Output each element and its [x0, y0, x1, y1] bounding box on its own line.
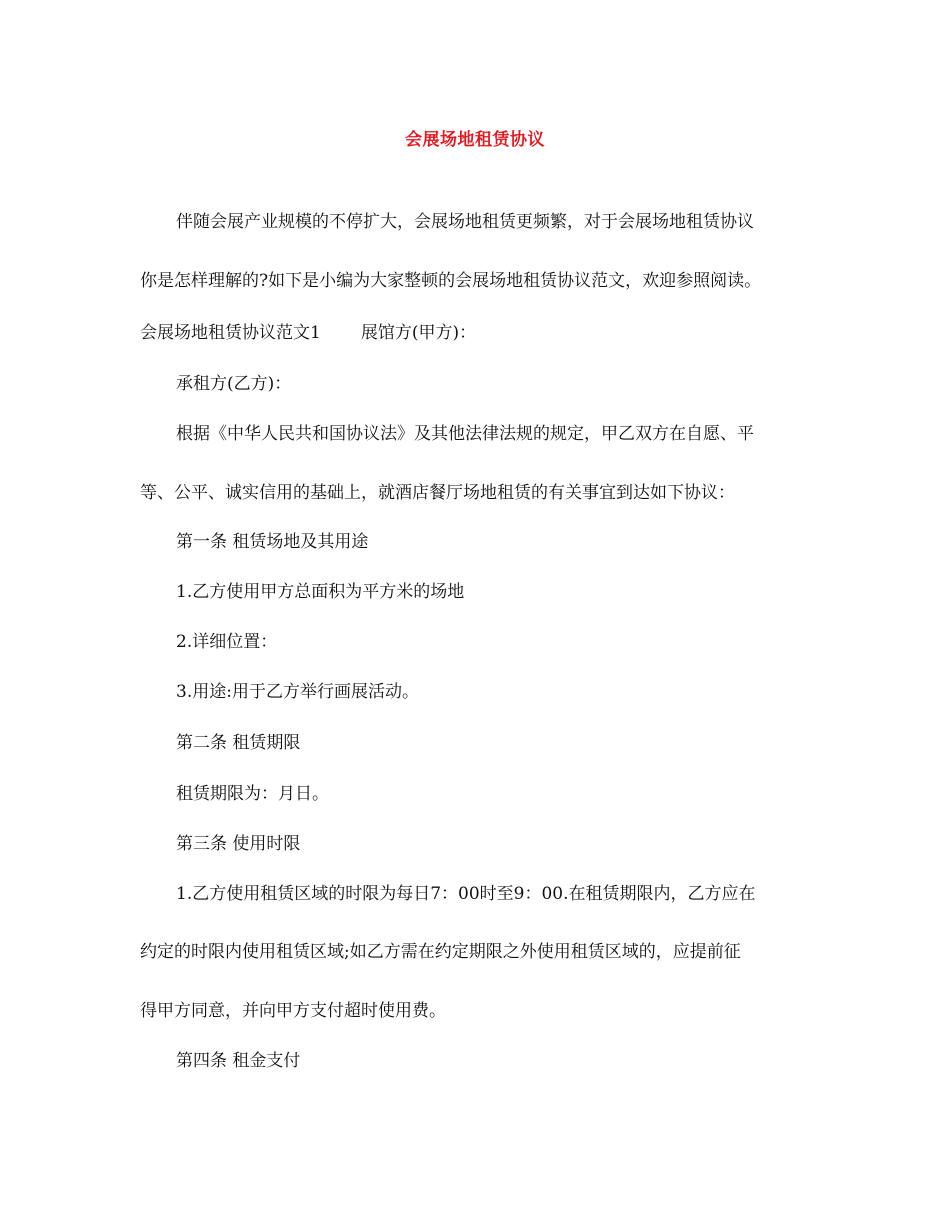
- party-b-label: 承租方(乙方)：: [176, 374, 292, 394]
- article-heading: 第三条 使用时限: [176, 834, 301, 854]
- list-item: 1.乙方使用甲方总面积为平方米的场地: [176, 582, 465, 602]
- paragraph-line: 你是怎样理解的?如下是小编为大家整顿的会展场地租赁协议范文，欢迎参照阅读。: [140, 271, 762, 291]
- article-heading: 第四条 租金支付: [176, 1051, 301, 1071]
- article-heading: 第二条 租赁期限: [176, 733, 301, 753]
- list-item: 2.详细位置：: [176, 632, 278, 652]
- paragraph-line: 1.乙方使用租赁区域的时限为每日7：00时至9：00.在租赁期限内，乙方应在: [176, 884, 756, 904]
- paragraph-line: 等、公平、诚实信用的基础上，就酒店餐厅场地租赁的有关事宜到达如下协议：: [140, 483, 735, 503]
- document-title: 会展场地租赁协议: [405, 130, 545, 150]
- paragraph-line: 伴随会展产业规模的不停扩大，会展场地租赁更频繁，对于会展场地租赁协议: [176, 212, 754, 232]
- paragraph-line: 根据《中华人民共和国协议法》及其他法律法规的规定，甲乙双方在自愿、平: [176, 424, 754, 444]
- paragraph-line: 约定的时限内使用租赁区域;如乙方需在约定期限之外使用租赁区域的，应提前征: [140, 942, 741, 962]
- section-heading: 会展场地租赁协议范文1: [140, 323, 321, 343]
- article-heading: 第一条 租赁场地及其用途: [176, 532, 369, 552]
- list-item: 3.用途:用于乙方举行画展活动。: [176, 682, 419, 702]
- section-heading-line: [140, 321, 820, 345]
- paragraph-line: 租赁期限为：月日。: [176, 784, 329, 804]
- paragraph-line: 得甲方同意，并向甲方支付超时使用费。: [140, 1001, 446, 1021]
- party-a-label: 展馆方(甲方)：: [360, 323, 477, 343]
